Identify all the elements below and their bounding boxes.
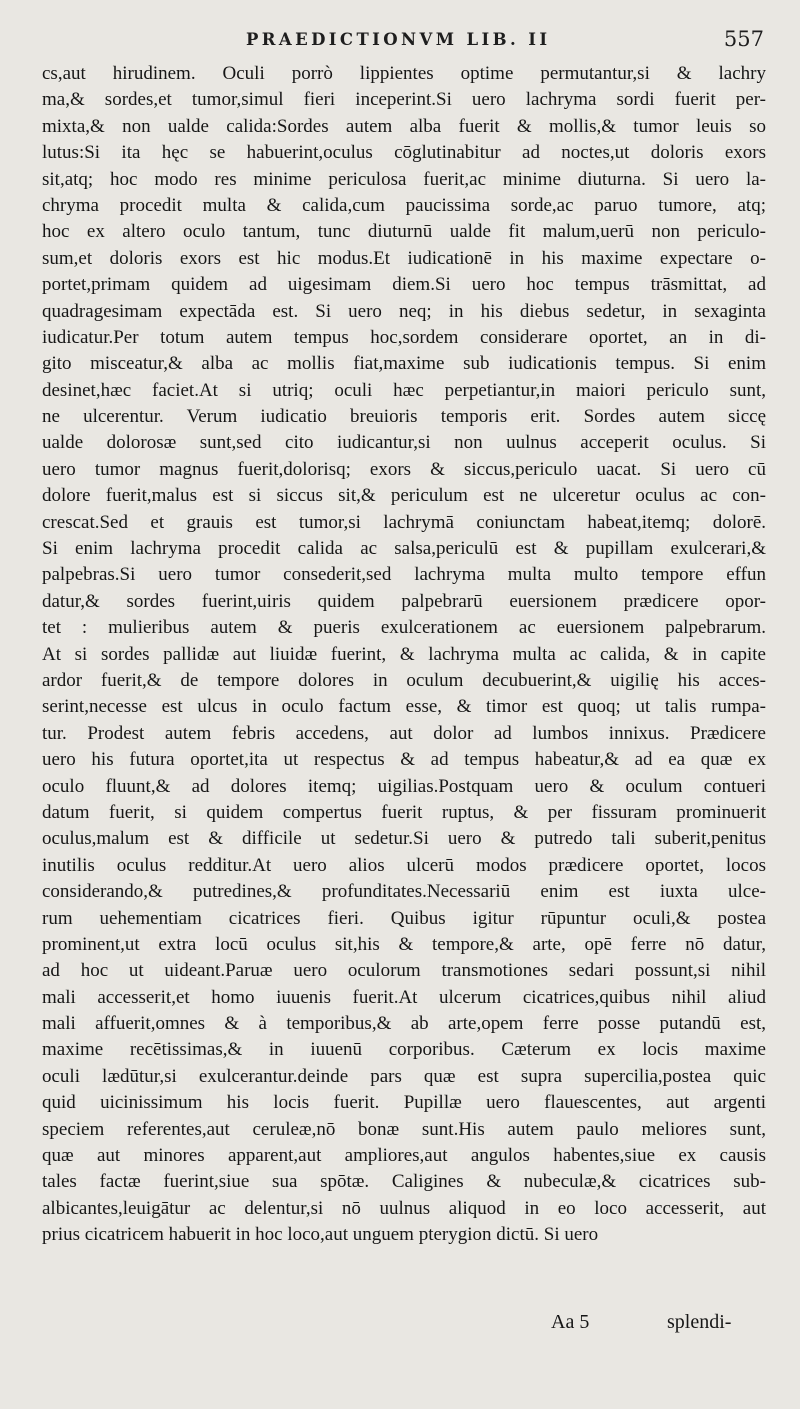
text-line: ualde dolorosæ sunt,sed cito iudicantur,si non uulnus acceperit oculus. Si: [42, 432, 766, 454]
text-line: ardor fuerit,& de tempore dolores in oculum decubuerint,& uigilię his acces-: [42, 669, 766, 691]
signature-mark: Aa 5: [551, 1311, 590, 1333]
text-line: sit,atq; hoc modo res minime periculosa fuerit,ac minime diuturna. Si uero la-: [42, 168, 766, 190]
text-line: oculi lædūtur,si exulcerantur.deinde pars quæ est supra supercilia,postea quic: [42, 1065, 766, 1087]
text-line: tur. Prodest autem febris accedens, aut dolor ad lumbos innixus. Prædicere: [42, 722, 766, 744]
text-line: dolore fuerit,malus est si siccus sit,& periculum est ne ulceretur oculus ac con-: [42, 485, 766, 507]
text-line: quid uicinissimum his locis fuerit. Pupillæ uero flauescentes, aut argenti: [42, 1092, 766, 1114]
text-line: quæ aut minores apparent,aut ampliores,aut angulos habentes,siue ex causis: [42, 1145, 766, 1167]
text-line: crescat.Sed et grauis est tumor,si lachrymā coniunctam habeat,itemq; dolorē.: [42, 511, 766, 533]
text-line: oculo fluunt,& ad dolores itemq; uigilias.Postquam uero & oculum contueri: [42, 775, 766, 797]
text-line: cs,aut hirudinem. Oculi porrò lippientes optime permutantur,si & lachry: [42, 63, 766, 84]
running-title: PRAEDICTIONVM LIB. II: [246, 30, 551, 49]
text-line: lutus:Si ita hęc se habuerint,oculus cōglutinabitur ad noctes,ut doloris exors: [42, 142, 766, 164]
text-line: oculus,malum est & difficile ut sedetur.Si uero & putredo tali suberit,penitus: [42, 828, 766, 850]
text-line: At si sordes pallidæ aut liuidæ fuerint, & lachryma multa ac calida, & in capite: [42, 643, 766, 665]
text-line: uero tumor magnus fuerit,dolorisq; exors & siccus,periculo uacat. Si uero cū: [42, 458, 766, 480]
body-text: [42, 61, 766, 1249]
text-line: mixta,& non ualde calida:Sordes autem alba fuerit & mollis,& tumor leuis so: [42, 115, 766, 137]
text-line: uero his futura oportet,ita ut respectus & ad tempus habeatur,& ad ea quæ ex: [42, 749, 766, 771]
text-line: prius cicatricem habuerit in hoc loco,aut unguem pterygion dictū. Si uero: [42, 1224, 599, 1246]
page-footer: [0, 1311, 800, 1339]
text-line: mali affuerit,omnes & à temporibus,& ab arte,opem ferre posse putandū est,: [42, 1013, 766, 1035]
catchword: splendi-: [667, 1311, 732, 1333]
text-line: sum,et doloris exors est hic modus.Et iudicationē in his maxime expectare o-: [42, 247, 766, 269]
text-line: datur,& sordes fuerint,uiris quidem palpebrarū euersionem prædicere opor-: [42, 590, 766, 612]
text-line: ad hoc ut uideant.Paruæ uero oculorum transmotiones sedari possunt,si nihil: [42, 960, 766, 982]
text-line: speciem referentes,aut ceruleæ,nō bonæ sunt.His autem paulo meliores sunt,: [42, 1118, 766, 1140]
running-head: [0, 27, 800, 54]
text-line: considerando,& putredines,& profunditates.Necessariū enim est iuxta ulce-: [42, 881, 766, 903]
text-line: ma,& sordes,et tumor,simul fieri inceperint.Si uero lachryma sordi fuerit per-: [42, 89, 766, 111]
text-line: chryma procedit multa & calida,cum paucissima sorde,ac paruo tumore, atq;: [42, 194, 766, 216]
text-line: ne ulcerentur. Verum iudicatio breuioris temporis erit. Sordes autem siccę: [42, 406, 766, 428]
text-line: quadragesimam expectāda est. Si uero neq; in his diebus sedetur, in sexaginta: [42, 300, 766, 322]
text-line: mali accesserit,et homo iuuenis fuerit.At ulcerum cicatrices,quibus nihil aliud: [42, 986, 766, 1008]
text-line: gito misceatur,& alba ac mollis fiat,maxime sub iudicationis tempus. Si enim: [42, 353, 766, 375]
text-line: serint,necesse est ulcus in oculo factum esse, & timor est quoq; ut talis rumpa-: [42, 696, 766, 718]
page-number: 557: [723, 27, 764, 51]
text-line: tales factæ fuerint,siue sua spōtæ. Caligines & nubeculæ,& cicatrices sub-: [42, 1171, 766, 1193]
text-line: maxime recētissimas,& in iuuenū corporibus. Cæterum ex locis maxime: [42, 1039, 766, 1061]
text-line: datum fuerit, si quidem compertus fuerit ruptus, & per fissuram prominuerit: [42, 801, 766, 823]
text-line: portet,primam quidem ad uigesimam diem.Si uero hoc tempus trāsmittat, ad: [42, 274, 766, 296]
text-line: prominent,ut extra locū oculus sit,his & tempore,& arte, opē ferre nō datur,: [42, 933, 766, 955]
text-line: tet : mulieribus autem & pueris exulcerationem ac euersionem palpebrarum.: [42, 617, 766, 639]
text-line: inutilis oculus redditur.At uero alios ulcerū modos prædicere oportet, locos: [42, 854, 766, 876]
text-line: desinet,hæc faciet.At si utriq; oculi hæc perpetiantur,in maiori periculo sunt,: [42, 379, 766, 401]
text-line: iudicatur.Per totum autem tempus hoc,sordem considerare oportet, an in di-: [42, 326, 766, 348]
text-line: albicantes,leuigātur ac delentur,si nō uulnus aliquod in eo loco accesserit, aut: [42, 1197, 766, 1219]
text-line: palpebras.Si uero tumor consederit,sed lachryma multa multo tempore effun: [42, 564, 766, 586]
text-line: hoc ex altero oculo tantum, tunc diuturnū ualde fit malum,uerū non periculo-: [42, 221, 766, 243]
text-line: rum uehementiam cicatrices fieri. Quibus igitur rūpuntur oculi,& postea: [42, 907, 766, 929]
text-line: Si enim lachryma procedit calida ac salsa,periculū est & pupillam exulcerari,&: [42, 538, 766, 560]
